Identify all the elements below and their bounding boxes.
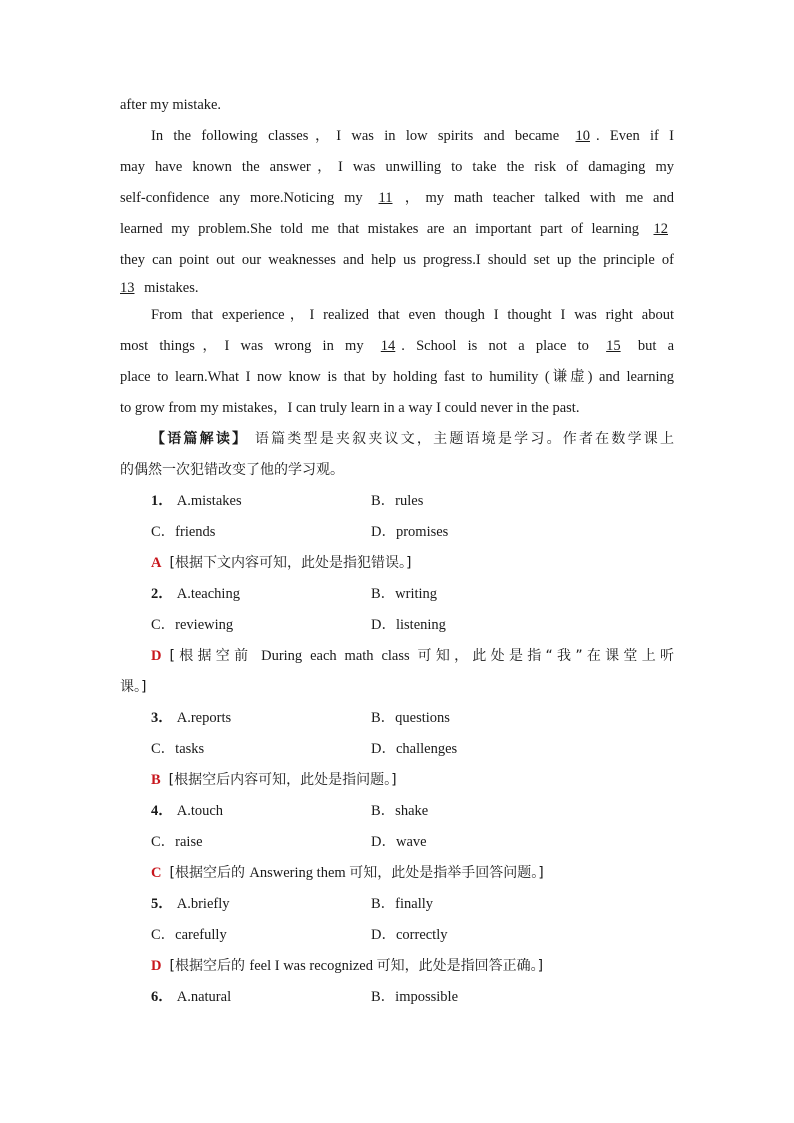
- option-b: B．shake: [371, 803, 429, 819]
- question-1-answer: A [根据下文内容可知，此处是指犯错误。]: [151, 555, 412, 571]
- question-6-options: 6． A.natural B．impossible: [120, 982, 674, 1013]
- question-2-options: 2． A.teaching B．writing: [120, 579, 674, 610]
- option-c: C．tasks: [151, 741, 205, 757]
- option-d: D．wave: [371, 834, 427, 850]
- option-b: B．questions: [371, 710, 450, 726]
- analysis-line: 的偶然一次犯错改变了他的学习观。: [120, 462, 344, 478]
- blank-11: 11: [378, 190, 393, 206]
- document-page: [120, 90, 674, 1013]
- blank-14: 14: [380, 338, 396, 354]
- question-1-options: [120, 517, 674, 548]
- passage-line: most things，I was wrong in my 14 . School is not a place to 15 but a: [120, 338, 674, 354]
- passage-line: 13 mistakes.: [120, 280, 199, 296]
- answer-letter: C: [151, 865, 162, 881]
- option-d: D．challenges: [371, 741, 458, 757]
- option-c: C．raise: [151, 834, 203, 850]
- passage-line: self-confidence any more.Noticing my 11 ，my math teacher talked with me and: [120, 190, 674, 206]
- question-4-options: 4． A.touch B．shake: [120, 796, 674, 827]
- question-5-options: [120, 920, 674, 951]
- answer-letter: B: [151, 772, 161, 788]
- option-c: C．reviewing: [151, 617, 234, 633]
- question-4-options: [120, 827, 674, 858]
- option-a: A.reports: [176, 710, 232, 726]
- question-2-answer-cont: 课。]: [120, 679, 147, 695]
- blank-12: 12: [653, 221, 668, 237]
- passage-line: they can point out our weaknesses and help us progress.I should set up the principle of: [120, 252, 674, 268]
- passage-line: place to learn.What I now know is that by holding fast to humility (谦虚) and learning: [120, 369, 674, 385]
- blank-13: 13: [120, 280, 135, 296]
- question-5-answer: D [根据空后的 feel I was recognized 可知，此处是指回答正确。]: [151, 958, 544, 974]
- option-a: A.briefly: [176, 896, 230, 912]
- question-3-options: 3． A.reports B．questions: [120, 703, 674, 734]
- question-2-answer: D [根据空前 During each math class 可知，此处是指“我”在课堂上听: [151, 648, 674, 664]
- question-3-options: [120, 734, 674, 765]
- option-d: D．promises: [371, 524, 449, 540]
- passage-line: may have known the answer，I was unwilling to take the risk of damaging my: [120, 159, 674, 175]
- answer-letter: D: [151, 958, 162, 974]
- question-5-options: 5． A.briefly B．finally: [120, 889, 674, 920]
- question-3-answer: B [根据空后内容可知，此处是指问题。]: [151, 772, 397, 788]
- option-a: A.natural: [176, 989, 232, 1005]
- option-b: B．impossible: [371, 989, 459, 1005]
- passage-line: after my mistake.: [120, 97, 222, 113]
- option-b: B．writing: [371, 586, 438, 602]
- passage-line: From that experience，I realized that even though I thought I was right about: [151, 307, 674, 323]
- blank-15: 15: [606, 338, 621, 354]
- question-4-answer: C [根据空后的 Answering them 可知，此处是指举手回答问题。]: [151, 865, 544, 881]
- question-1-options: 1． A.mistakes B．rules: [120, 486, 674, 517]
- option-a: A.mistakes: [176, 493, 242, 509]
- analysis-line: 【语篇解读】 语篇类型是夹叙夹议文，主题语境是学习。作者在数学课上: [151, 431, 675, 447]
- question-2-options: [120, 610, 674, 641]
- answer-letter: A: [151, 555, 162, 571]
- option-b: B．rules: [371, 493, 424, 509]
- analysis-label: 【语篇解读】: [151, 431, 249, 447]
- option-d: D．correctly: [371, 927, 448, 943]
- answer-letter: D: [151, 648, 162, 664]
- option-d: D．listening: [371, 617, 446, 633]
- blank-10: 10: [575, 128, 590, 144]
- option-c: C．carefully: [151, 927, 227, 943]
- option-c: C．friends: [151, 524, 216, 540]
- passage-line: In the following classes，I was in low spirits and became 10 . Even if I: [151, 128, 674, 144]
- passage-line: learned my problem.She told me that mistakes are an important part of learning 12: [120, 214, 674, 245]
- option-b: B．finally: [371, 896, 434, 912]
- option-a: A.teaching: [176, 586, 240, 602]
- passage-line: to grow from my mistakes，I can truly learn in a way I could never in the past.: [120, 400, 580, 416]
- option-a: A.touch: [176, 803, 224, 819]
